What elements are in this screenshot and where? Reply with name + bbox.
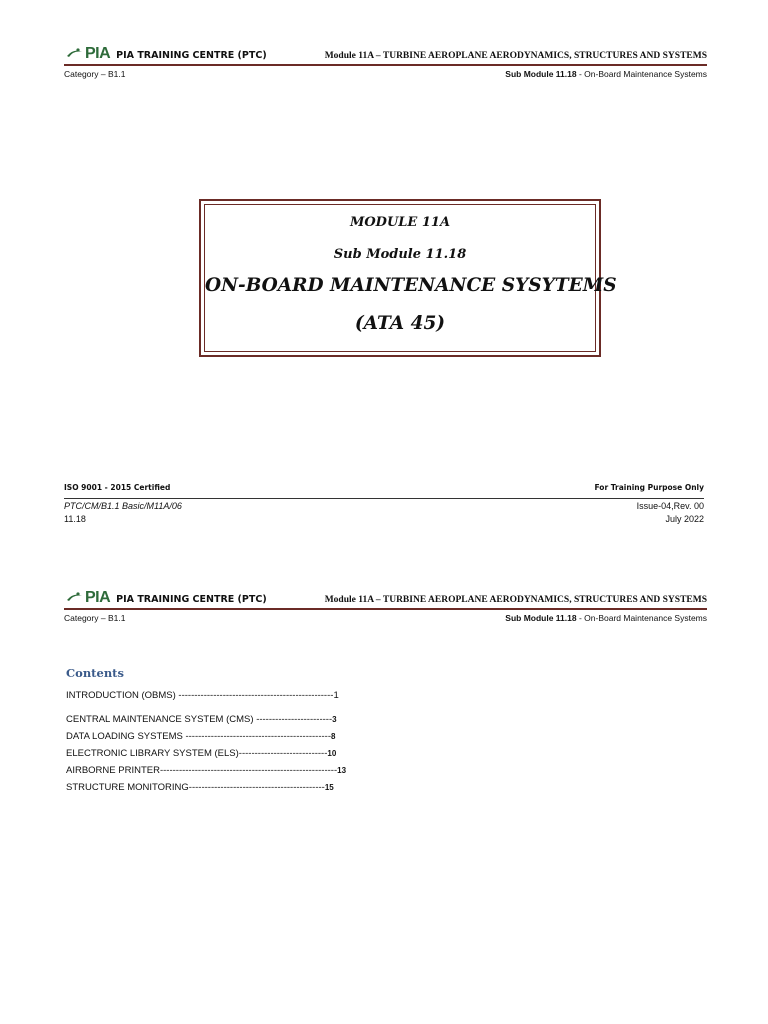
toc-item[interactable] (66, 765, 366, 782)
pia-crescent-icon (64, 46, 84, 62)
toc-item-label: INTRODUCTION (OBMS) ------------------------------------------------- (66, 690, 334, 701)
issue-revision: Issue-04,Rev. 00 (636, 501, 704, 511)
module-title: Module 11A – TURBINE AEROPLANE AERODYNAMICS, STRUCTURES AND SYSTEMS (324, 595, 707, 605)
sub-module-label (505, 613, 707, 623)
toc-item-label: DATA LOADING SYSTEMS ---------------------------------------------- (66, 731, 332, 742)
training-purpose: For Training Purpose Only (594, 483, 704, 492)
footer-rule (64, 498, 704, 499)
toc-item-label: STRUCTURE MONITORING------------------------------------------- (66, 782, 325, 793)
sub-module-label (505, 69, 707, 79)
table-of-contents (66, 690, 366, 799)
pia-crescent-icon (64, 590, 84, 606)
page-footer (64, 483, 704, 525)
category-label: Category – B1.1 (64, 613, 126, 623)
toc-item-page: 8 (331, 732, 336, 741)
page-header (64, 44, 707, 79)
pia-logo (64, 46, 267, 62)
logo-text: PIA (85, 45, 111, 62)
toc-item-page: 13 (337, 766, 347, 775)
toc-item[interactable] (66, 714, 366, 731)
module-title: Module 11A – TURBINE AEROPLANE AERODYNAMICS, STRUCTURES AND SYSTEMS (324, 51, 707, 61)
toc-item-page: 3 (332, 715, 337, 724)
iso-certification: ISO 9001 - 2015 Certified (64, 483, 171, 492)
header-rule (64, 64, 707, 66)
toc-item-label: AIRBORNE PRINTER-------------------------------------------------------- (66, 765, 338, 776)
sub-module-name: - On-Board Maintenance Systems (576, 69, 707, 79)
toc-item-page: 10 (327, 749, 337, 758)
sub-module-number: Sub Module 11.18 (505, 69, 577, 79)
page-header-2 (64, 588, 707, 623)
header-rule (64, 608, 707, 610)
title-main: ON-BOARD MAINTENANCE SYSYTEMS (205, 275, 617, 296)
toc-item-page: 1 (333, 690, 339, 701)
category-label: Category – B1.1 (64, 69, 126, 79)
toc-item-label: ELECTRONIC LIBRARY SYSTEM (ELS)---------------------------- (66, 748, 328, 759)
centre-name: PIA TRAINING CENTRE (PTC) (116, 594, 267, 605)
logo-text: PIA (85, 589, 111, 606)
toc-item[interactable] (66, 748, 366, 765)
toc-item-label: CENTRAL MAINTENANCE SYSTEM (CMS) ------------------------ (66, 714, 333, 725)
title-sub-module: Sub Module 11.18 (333, 247, 467, 262)
toc-item[interactable] (66, 782, 366, 799)
issue-date: July 2022 (665, 514, 704, 524)
pia-logo (64, 590, 267, 606)
toc-item[interactable] (66, 690, 366, 714)
contents-heading: Contents (66, 666, 124, 680)
doc-code: PTC/CM/B1.1 Basic/M11A/06 (64, 501, 182, 511)
centre-name: PIA TRAINING CENTRE (PTC) (116, 50, 267, 61)
title-box (199, 199, 617, 357)
sub-module-name: - On-Board Maintenance Systems (576, 613, 707, 623)
toc-item[interactable] (66, 731, 366, 748)
title-ata: (ATA 45) (354, 313, 446, 334)
page-separator (0, 556, 768, 568)
sub-module-number: Sub Module 11.18 (505, 613, 577, 623)
section-number: 11.18 (64, 514, 86, 524)
title-module: MODULE 11A (349, 215, 451, 230)
toc-item-page: 15 (324, 783, 334, 792)
